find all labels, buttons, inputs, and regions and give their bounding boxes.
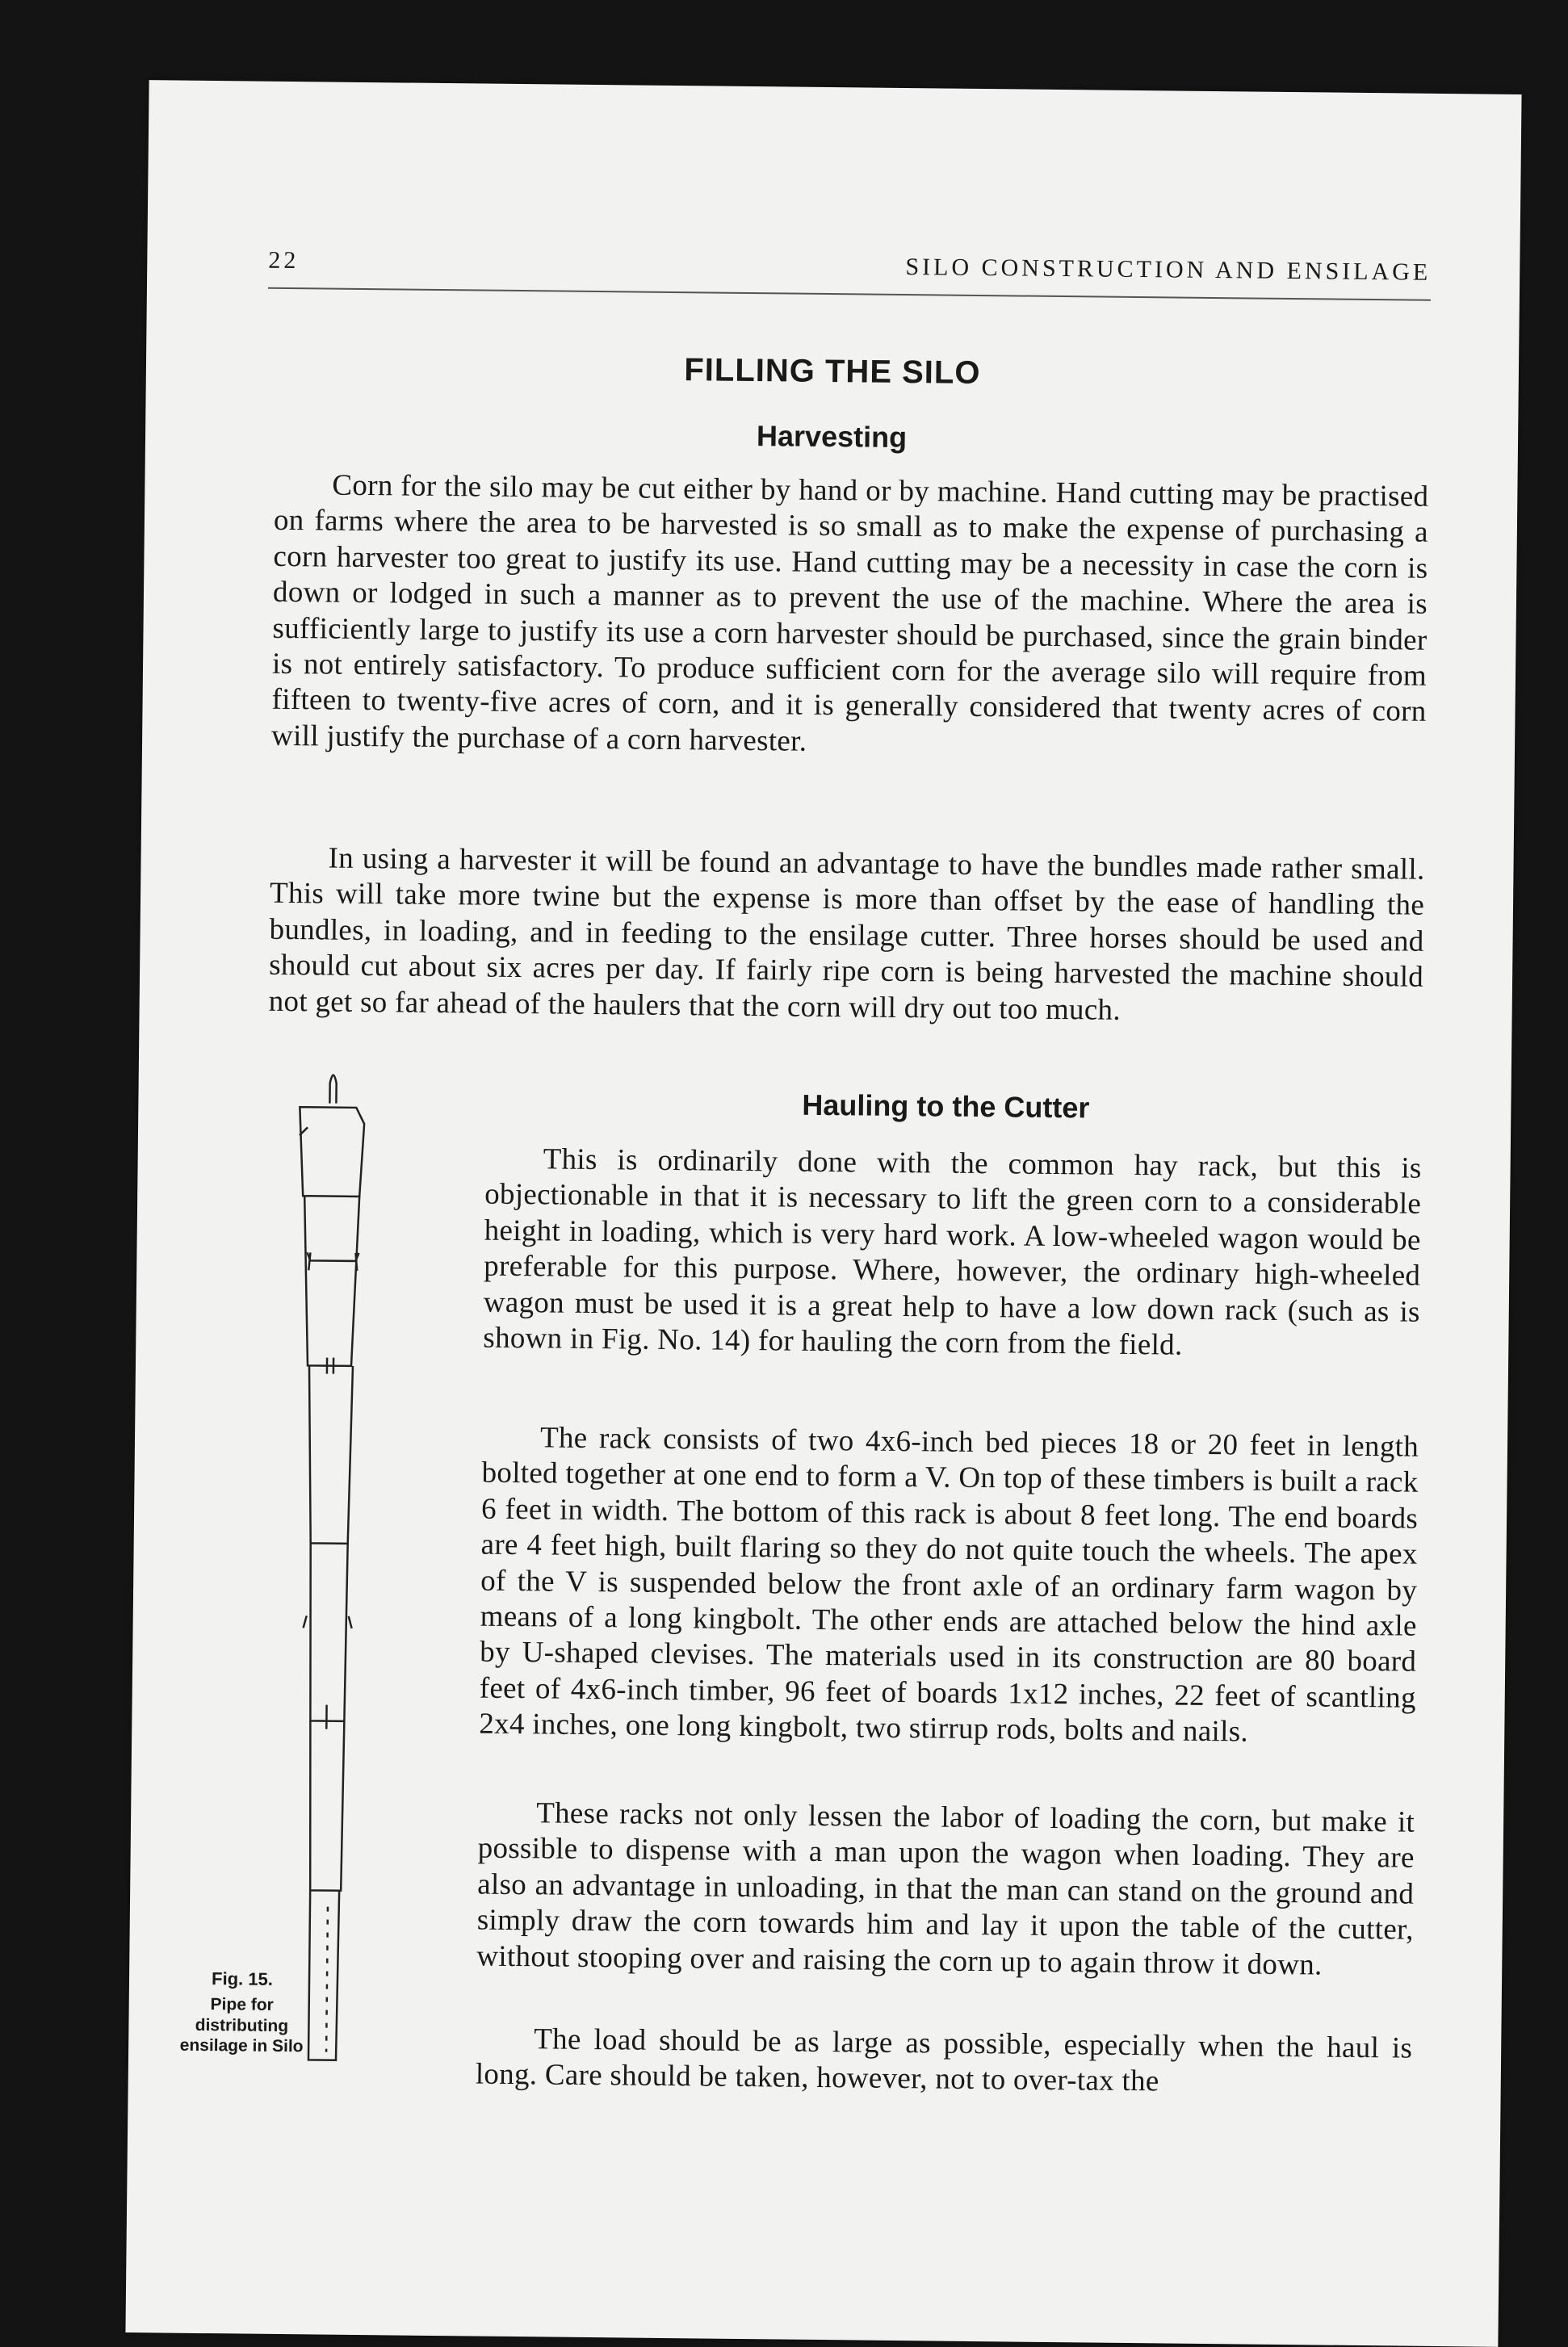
paragraph: In using a harvester it will be found an advantage to have the bundles made rather small. This will take more twine but the expense is more than offset by the ease of handling the bundles, in loading, and in feeding to the ensilage cutter. Three horses should be used and should cut about six acres per day. If fairly ripe corn is being harvested the machine should not get so far ahead of the haulers that the corn will dry out too much. xyxy=(268,841,1425,1027)
figure-label: Fig. 15. xyxy=(211,1968,274,1989)
page-number: 22 xyxy=(268,246,300,275)
book-page xyxy=(125,80,1521,2347)
section-heading-hauling: Hauling to the Cutter xyxy=(802,1088,1090,1125)
paragraph: The load should be as large as possible, especially when the haul is long. Care should be taken, however, not to over-tax the xyxy=(475,2022,1413,2098)
running-head xyxy=(268,247,1431,291)
section-heading-harvesting: Harvesting xyxy=(756,419,908,455)
book-title: SILO CONSTRUCTION AND ENSILAGE xyxy=(905,253,1432,286)
paragraph: Corn for the silo may be cut either by hand or by machine. Hand cutting may be practised on farms where the area to be harvested is so small as to make the expense of purchasing a corn harvester too great to justify its use. Hand cutting may be a necessity in case the corn is down or lodged in such a manner as to prevent the use of the machine. Where the area is sufficiently large to justify its use a corn harvester should be purchased, since the grain binder is not entirely satisfactory. To produce sufficient corn for the average silo will require from fifteen to twenty-five acres of corn, and it is generally considered that twenty acres of corn will justify the purchase of a corn harvester. xyxy=(270,468,1429,758)
paragraph: These racks not only lessen the labor of loading the corn, but make it possible to dispense with a man upon the wagon when loading. They are also an advantage in unloading, in that the man can stand on the ground and simply draw the corn towards him and lay it upon the table of the cutter, without stooping over and raising the corn up to again throw it down. xyxy=(476,1796,1415,1982)
pipe-illustration xyxy=(270,1058,458,2077)
chapter-title: FILLING THE SILO xyxy=(684,352,981,391)
silo-pipe-figure xyxy=(270,1058,458,2077)
figure-caption-text: Pipe for distributing ensilage in Silo xyxy=(179,1995,304,2056)
figure-caption xyxy=(173,1968,311,2057)
paragraph: This is ordinarily done with the common hay rack, but this is objectionable in that it is necessary to lift the green corn to a considerable height in loading, which is very hard work. A low-wheeled wagon would be preferable for this purpose. Where, however, the ordinary high-wheeled wagon must be used it is a great help to have a low down rack (such as is shown in Fig. No. 14) for hauling the corn from the field. xyxy=(483,1142,1422,1362)
paragraph: The rack consists of two 4x6-inch bed pieces 18 or 20 feet in length bolted together at one end to form a V. On top of these timbers is built a rack 6 feet in width. The bottom of this rack is about 8 feet long. The end boards are 4 feet high, built flaring so they do not quite touch the wheels. The apex of the V is suspended below the front axle of an ordinary farm wagon by means of a long kingbolt. The other ends are attached below the hind axle by U-shaped clevises. The materials used in its construction are 80 board feet of 4x6-inch timber, 96 feet of boards 1x12 inches, 22 feet of scantling 2x4 inches, one long kingbolt, two stirrup rods, bolts and nails. xyxy=(479,1421,1419,1749)
